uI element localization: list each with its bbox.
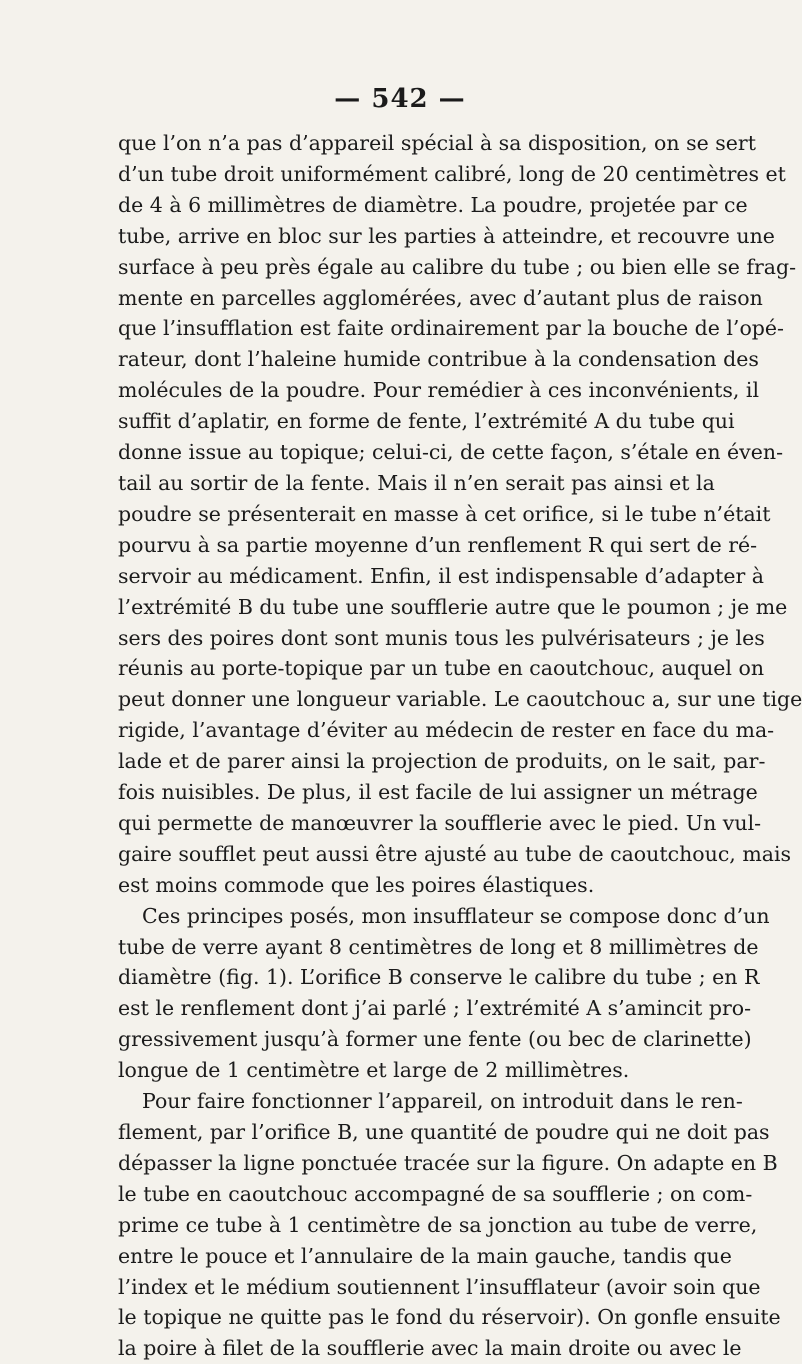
text-line: peut donner une longueur variable. Le caoutchouc a, sur une tige <box>118 687 802 712</box>
text-line: donne issue au topique; celui-ci, de cette façon, s’étale en éven- <box>118 440 784 465</box>
text-line: que l’insufflation est faite ordinairement par la bouche de l’opé- <box>118 316 784 341</box>
text-line: d’un tube droit uniformément calibré, long de 20 centimètres et <box>118 161 786 186</box>
paragraph <box>118 128 802 901</box>
paragraph <box>118 1086 781 1364</box>
text-line: molécules de la poudre. Pour remédier à ces inconvénients, il <box>118 378 760 403</box>
text-line: flement, par l’orifice B, une quantité de poudre qui ne doit pas <box>118 1120 770 1144</box>
text-line: de 4 à 6 millimètres de diamètre. La poudre, projetée par ce <box>118 192 748 217</box>
text-line: entre le pouce et l’annulaire de la main gauche, tandis que <box>118 1243 732 1268</box>
text-line: servoir au médicament. Enfin, il est indispensable d’adapter à <box>118 563 765 588</box>
text-line: le topique ne quitte pas le fond du réservoir). On gonfle ensuite <box>118 1305 781 1330</box>
text-line: est moins commode que les poires élastiques. <box>118 872 595 897</box>
text-line: sers des poires dont sont munis tous les pulvérisateurs ; je les <box>118 625 765 650</box>
text-line: la poire à filet de la soufflerie avec la main droite ou avec le <box>118 1336 742 1361</box>
text-line: pourvu à sa partie moyenne d’un renflement R qui sert de ré- <box>118 532 758 557</box>
text-line: diamètre (fig. 1). L’orifice B conserve le calibre du tube ; en R <box>118 965 760 990</box>
text-line: fois nuisibles. De plus, il est facile de lui assigner un métrage <box>118 780 758 805</box>
text-line: tail au sortir de la fente. Mais il n’en serait pas ainsi et la <box>118 470 715 495</box>
text-line: l’index et le médium soutiennent l’insufflateur (avoir soin que <box>118 1274 761 1299</box>
text-line: tube, arrive en bloc sur les parties à atteindre, et recouvre une <box>118 223 775 248</box>
text-line: rateur, dont l’haleine humide contribue à la condensation des <box>118 347 759 372</box>
text-line: suffit d’aplatir, en forme de fente, l’extrémité A du tube qui <box>118 409 735 434</box>
text-line: Ces principes posés, mon insufflateur se compose donc d’un <box>142 903 770 928</box>
body-text <box>118 128 802 1364</box>
text-line: gressivement jusqu’à former une fente (ou bec de clarinette) <box>118 1027 752 1052</box>
text-line: surface à peu près égale au calibre du tube ; ou bien elle se frag- <box>118 254 797 279</box>
text-line: le tube en caoutchouc accompagné de sa soufflerie ; on com- <box>118 1181 753 1206</box>
text-line: mente en parcelles agglomérées, avec d’autant plus de raison <box>118 285 763 310</box>
page-number: — 542 — <box>334 84 466 114</box>
text-line: prime ce tube à 1 centimètre de sa jonction au tube de verre, <box>118 1212 758 1237</box>
text-line: qui permette de manœuvrer la soufflerie avec le pied. Un vul- <box>118 810 762 835</box>
text-line: est le renflement dont j’ai parlé ; l’extrémité A s’amincit pro- <box>118 996 752 1021</box>
text-line: dépasser la ligne ponctuée tracée sur la figure. On adapte en B <box>118 1150 778 1175</box>
text-line: poudre se présenterait en masse à cet orifice, si le tube n’était <box>118 501 771 526</box>
text-line: longue de 1 centimètre et large de 2 millimètres. <box>118 1058 630 1083</box>
paragraph <box>118 901 770 1086</box>
text-line: tube de verre ayant 8 centimètres de long et 8 millimètres de <box>118 934 759 959</box>
text-line: lade et de parer ainsi la projection de produits, on le sait, par- <box>118 749 766 774</box>
text-line: Pour faire fonctionner l’appareil, on introduit dans le ren- <box>142 1089 743 1114</box>
text-line: rigide, l’avantage d’éviter au médecin de rester en face du ma- <box>118 718 775 743</box>
text-line: que l’on n’a pas d’appareil spécial à sa disposition, on se sert <box>118 131 756 155</box>
text-line: réunis au porte-topique par un tube en caoutchouc, auquel on <box>118 656 765 681</box>
text-line: gaire soufflet peut aussi être ajusté au tube de caoutchouc, mais <box>118 841 792 866</box>
text-line: l’extrémité B du tube une soufflerie autre que le poumon ; je me <box>118 594 788 619</box>
